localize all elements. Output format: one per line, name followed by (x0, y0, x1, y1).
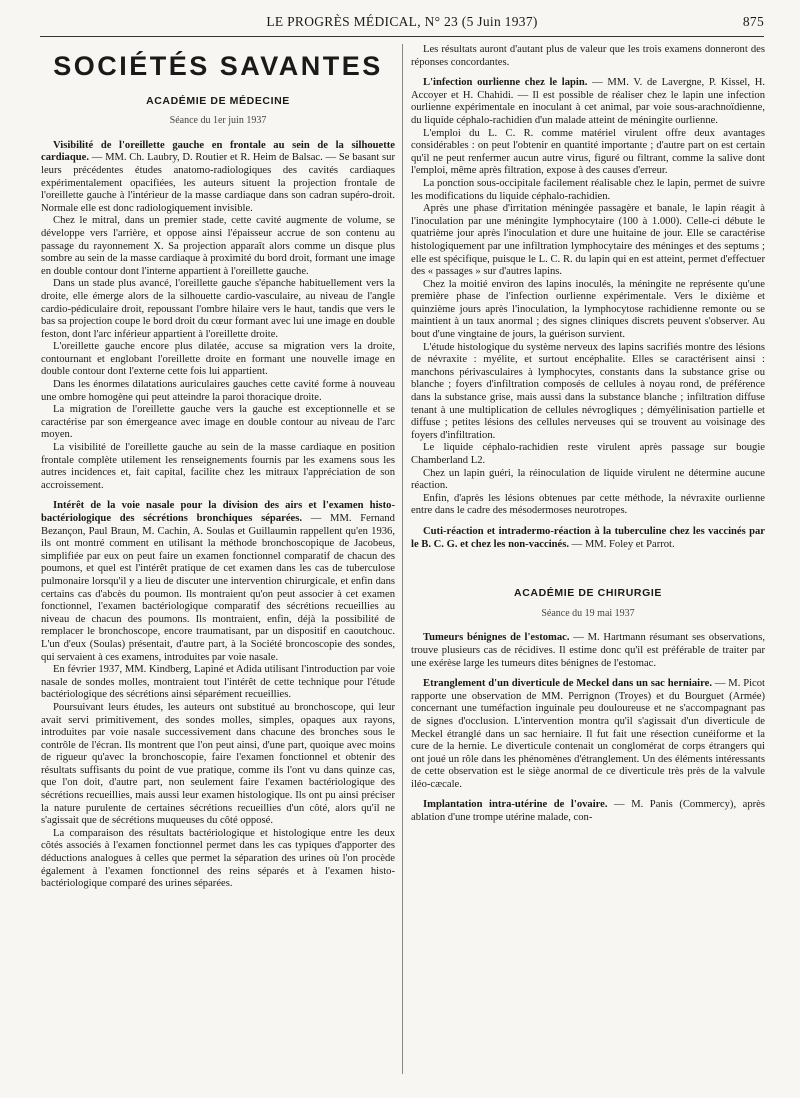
article-authors: — MM. Ch. Laubry, D. Routier et R. Heim de Balsac. (88, 152, 323, 164)
article-voie-nasale (41, 500, 395, 890)
header-rule (40, 36, 764, 37)
article-paragraph: rapporte une observation de MM. Perrignon (Troyes) et du Bourguet (Armée) concernant une tuméfaction inguinale peu douloureuse et ne s'accompagnant pas de signes d'occlusion. L'intervention montra qu'il s'agissait d'un diverticule de Meckel étranglé dans un sac herniaire. Il fut fait une résection cunéiforme et la cure de la hernie. Le diverticule contenait un conglomérat de corps étrangers qui ont joué un rôle dans les phénomènes d'étranglement. Un des éléments intéressants de cette observation est le siège anormal de ce diverticule très près de la valvule iléo-cæcale. (411, 690, 765, 790)
article-paragraph: résumant ses observations, trouve plusieurs cas de récidives. Il estime donc qu'il est préférable de traiter par une exérèse large les tumeurs dites bénignes de l'estomac. (411, 632, 765, 669)
article-title: Visibilité de l'oreillette gauche en frontale au sein de la silhouette cardiaque. (41, 139, 395, 164)
article-infection-ourlienne (411, 77, 765, 518)
article-oreillette (41, 140, 395, 493)
article-lead (411, 678, 765, 791)
academy-heading-medecine: ACADÉMIE DE MÉDECINE (146, 94, 290, 107)
article-implantation-ovaire (411, 799, 765, 824)
article-paragraph: rappellent qu'en 1936, ils ont montré comment en utilisant la méthode bronchoscopique de Jacobeus, simplifiée par eux on peut faire un examen fonctionnel comparatif de chacun des poumons, et quel est l'intérêt pratique de cet examen dans les cas de tuberculose pulmonaire lorsqu'il y a lieu de discuter une intervention chirurgicale, et enfin dans certains cas d'abcès du poumon. Ils montraient qu'on peut associer à cet examen fonctionnel, l'examen bactériologique comparatif des sécrétions recueillies au niveau de chacun des poumons. Ils montraient, enfin, déjà la possibilité de remplacer le bronchoscope, encore traumatisant, par un dispositif en caoutchouc. L'un d'eux (Soulas) présentait, d'autre part, à la Société broncoscopie des sondes, qui servaient à ces examens, introduites par voie nasale. (41, 525, 395, 663)
column-separator (402, 44, 403, 1074)
article-paragraph: L'étude histologique du système nerveux des lapins sacrifiés montre des lésions de névraxite : myélite, et surtout encéphalite. Elles se caractérisent ainsi : manchons périvasculaires à lymphocytes, constants dans la substance grise ou blanche ; foyers d'infiltration composés de cellules à noyau rond, de préférence dans la substance grise, mais aussi dans la substance blanche ; infiltration diffuse tenant à une multiplication de cellules névrogliques ; démyélinisation partielle et diffuse ; petites lésions des cellules nerveuses qui se trouvent au voisinage des foyers d'infiltration. (411, 341, 765, 441)
article-paragraph: Après une phase d'irritation méningée passagère et banale, le lapin réagit à l'inoculation par une méningite lymphocytaire (100 à 1.000). Celle-ci débute le quatrième jour après l'inoculation et dure une huitaine de jour. Elle se caractérise histologiquement par une infiltration lymphocytaire des méninges et des septums ; elle est spécifique, puisque le L. C. R. du lapin qui en est atteint, permet d'effectuer des « passages » sur d'autres lapins. (411, 203, 765, 278)
article-lead (41, 140, 395, 216)
right-column (411, 44, 765, 1084)
article-voie-nasale-cont (411, 44, 765, 69)
left-column (41, 44, 395, 1084)
article-authors: — MM. Foley et Parrot. (569, 538, 675, 550)
article-paragraph: La migration de l'oreillette gauche vers la gauche est exceptionnelle et se caractérise par son émergeance avec image en double contour au niveau de l'arc moyen. (41, 404, 395, 441)
article-authors: — M. Panis (607, 799, 673, 811)
article-paragraph: Les résultats auront d'autant plus de valeur que les trois examens donneront des réponses concordantes. (411, 44, 765, 68)
article-authors: — MM. Fernand Bezançon, Paul Braun, M. Cachin, A. Soulas et Guillaumin (41, 513, 395, 537)
article-title: Tumeurs bénignes de l'estomac. (423, 632, 570, 644)
article-title: Implantation intra-utérine de l'ovaire. (423, 799, 608, 811)
article-title: Etranglement d'un diverticule de Meckel dans un sac herniaire. (423, 678, 712, 690)
article-paragraph: L'emploi du L. C. R. comme matériel virulent offre deux avantages considérables : on peut l'obtenir en quantité importante ; d'autre part on est certain qu'il ne peut renfermer aucun autre virus, figuré ou filtrant, comme la salive dont l'emploi, même après filtration, expose à des causes d'erreur. (411, 127, 765, 177)
seance-date-chirurgie: Séance du 19 mai 1937 (541, 607, 635, 619)
article-paragraph: L'oreillette gauche encore plus dilatée, accuse sa migration vers la droite, contournant et englobant l'oreillette droite en formant une nouvelle image en double contour dont l'externe cette fois lui appartient. (41, 341, 395, 378)
article-paragraph: Poursuivant leurs études, les auteurs ont substitué au bronchoscope, qui leur avait servi primitivement, des sondes molles, simples, opaques aux rayons, introduites par voie nasale successivement dans chacune des bronches sous le contrôle de l'écran. Ils montrent que l'on peut ainsi, d'une part, quoique avec moins de rigueur qu'avec la bronchoscopie, faire l'examen fonctionnel et obtenir des résultats suffisants du point de vue pratique, comme ils l'ont vu dans quinze cas, que l'on doit, d'autre part, non seulement faire l'examen bactériologique des sécrétions recueillies, mais aussi leur examen histologique. Ils ont pu ainsi préciser la nature purulente de certaines sécrétions recueillies d'un côté, alors qu'il ne s'agissait que de sécrétions muqueuses du côté opposé. (41, 701, 395, 827)
article-lead (41, 500, 395, 664)
article-paragraph: La comparaison des résultats bactériologique et histologique entre les deux côtés associés à l'examen fonctionnel permet dans les cas typiques d'apporter des déductions analogues à celles que permet la séparation des urines où l'on procède également à l'examen fonctionnel des reins séparés et à l'examen histo-bactériologique comparé des urines séparées. (41, 827, 395, 890)
section-spacer (411, 557, 765, 587)
article-authors: — MM. V. de Lavergne, P. Kissel, H. Accoyer et H. Chahidi. (411, 77, 765, 101)
article-lead (411, 77, 765, 127)
article-paragraph: — Il est possible de réaliser chez le lapin une infection ourlienne expérimentale en inoculant à cet animal, par voie sous-arachnoïdienne, du liquide céphalo-rachidien d'un malade atteint de méningite ourlienne. (411, 89, 765, 126)
article-cuti-reaction (411, 526, 765, 551)
section-title: SOCIÉTÉS SAVANTES (53, 51, 383, 81)
article-lead (411, 632, 765, 670)
running-head (40, 14, 764, 34)
article-paragraph: La visibilité de l'oreillette gauche au sein de la masse cardiaque en position frontale complète utilement les renseignements fournis par les examens sous les autres incidences et, fait capital, facilite chez les mitraux l'appréciation de son accroissement. (41, 442, 395, 491)
article-paragraph: Le liquide céphalo-rachidien reste virulent après passage sur bougie Chamberland L2. (411, 442, 765, 466)
academy-heading-chirurgie: ACADÉMIE DE CHIRURGIE (514, 587, 662, 600)
article-paragraph: (Commercy), après ablation d'une trompe utérine malade, con- (411, 799, 765, 824)
article-lead (411, 526, 765, 551)
seance-date-medecine: Séance du 1er juin 1937 (169, 115, 267, 127)
article-paragraph: La ponction sous-occipitale facilement réalisable chez le lapin, permet de suivre les modifications du liquide céphalo-rachidien. (411, 177, 765, 202)
article-paragraph: Chez la moitié environ des lapins inoculés, la méningite ne représente qu'une première phase de l'infection ourlienne expérimentale. Vers le dixième et quinzième jours après l'inoculation, la lymphocytose rachidienne remonte ou se maintient à un taux anormal ; des signes cliniques discrets peuvent s'observer. Au bout d'une vingtaine de jours, la guérison survient. (411, 278, 765, 341)
article-lead (411, 799, 765, 824)
article-paragraph: Enfin, d'après les lésions obtenues par cette méthode, la névraxite ourlienne entre dans le cadre des mésodermoses neurotropes. (411, 492, 765, 517)
article-authors: — M. Hartmann (569, 632, 646, 644)
article-authors: — M. Picot (711, 678, 765, 690)
article-tumeurs-estomac (411, 632, 765, 670)
article-paragraph: Dans les énormes dilatations auriculaires gauches cette cavité forme à nouveau une ombre homogène qui peut atteindre la paroi thoracique droite. (41, 379, 395, 403)
article-title: Intérêt de la voie nasale pour la division des airs et l'examen histo-bactériologique des sécrétions bronchiques séparées. (41, 500, 395, 524)
article-paragraph: Chez le mitral, dans un premier stade, cette cavité augmente de volume, se développe vers l'arrière, et oppose ainsi l'épaisseur accrue de son contenu au passage du rayonnement X. Sa projection apparaît alors comme un disque plus sombre au sein de la masse cardiaque à proximité du bord droit, formant une image en double contour dont l'interne appartient à l'oreillette gauche. (41, 215, 395, 277)
running-title: LE PROGRÈS MÉDICAL, N° 23 (5 Juin 1937) (266, 14, 538, 29)
article-paragraph: Chez un lapin guéri, la réinoculation de liquide virulent ne détermine aucune réaction. (411, 467, 765, 492)
article-meckel (411, 678, 765, 791)
page-number: 875 (742, 14, 764, 29)
article-title: L'infection ourlienne chez le lapin. (423, 77, 588, 89)
article-paragraph: En février 1937, MM. Kindberg, Lapiné et Adida utilisant l'introduction par voie nasale de sondes molles, montraient tout l'intérêt de cette technique pour l'étude bactériologique des sécrétions ainsi séparément recueillies. (41, 664, 395, 701)
article-paragraph: Dans un stade plus avancé, l'oreillette gauche s'épanche habituellement vers la droite, elle émerge alors de la silhouette cardio-vasculaire, au niveau de l'angle cardio-pédiculaire droit, repoussant l'ombre hilaire vers le haut, tandis que vers le bas sa projection coupe le bord droit du cœur formant avec lui une image en double feston, dont l'arc inférieur appartient à l'oreillette droite. (41, 278, 395, 340)
article-title: Cuti-réaction et intradermo-réaction à la tuberculine chez les vaccinés par le B. C. G. et chez les non-vaccinés. (411, 525, 765, 550)
article-paragraph: — Se basant sur leurs précédentes études anatomo-radiologiques des cavités cardiaques expérimentalement opacifiées, les auteurs situent la projection frontale de l'oreillette gauche à l'intérieur de la masse cardiaque dans son cadran supéro-droit. Normale elle est donc radiologiquement invisible. (41, 152, 395, 214)
